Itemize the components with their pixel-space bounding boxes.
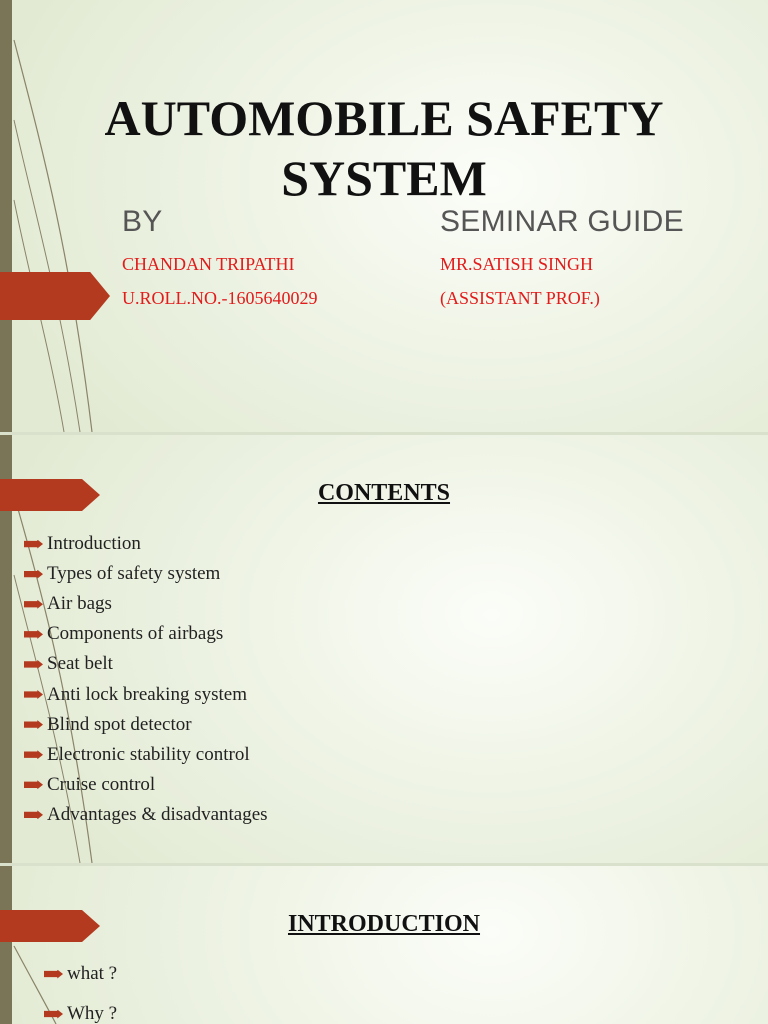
arrow-bullet-icon — [24, 750, 43, 759]
list-item — [44, 994, 117, 1024]
list-item — [24, 559, 268, 589]
arrow-bullet-icon — [24, 780, 43, 789]
seminar-guide-label: SEMINAR GUIDE — [440, 205, 684, 238]
decorative-swirl — [0, 0, 120, 432]
arrow-bullet-icon — [24, 690, 43, 699]
list-item-text: Anti lock breaking system — [47, 683, 247, 705]
sidebar-strip — [0, 866, 12, 1024]
arrow-bullet-icon — [24, 540, 43, 549]
list-item — [24, 800, 268, 830]
list-item-text: Seat belt — [47, 653, 113, 675]
list-item-text: Electronic stability control — [47, 743, 250, 765]
list-item — [24, 740, 268, 770]
author-name: CHANDAN TRIPATHI — [122, 254, 295, 274]
guide-title: (ASSISTANT PROF.) — [440, 288, 600, 308]
list-item-text: Introduction — [47, 533, 141, 555]
arrow-bullet-icon — [24, 600, 43, 609]
arrow-bullet-icon — [44, 970, 63, 979]
list-item — [24, 529, 268, 559]
guide-name: MR.SATISH SINGH — [440, 254, 594, 274]
list-item-text: what ? — [67, 963, 118, 984]
arrow-bullet-icon — [24, 810, 43, 819]
arrow-bullet-icon — [24, 660, 43, 669]
list-item — [44, 954, 117, 994]
sidebar-strip — [0, 0, 12, 432]
list-item — [24, 589, 268, 619]
introduction-list — [44, 954, 117, 1024]
list-item — [24, 679, 268, 709]
list-item-text: Why ? — [67, 1003, 118, 1024]
contents-heading: CONTENTS — [317, 480, 451, 506]
list-item-text: Components of airbags — [47, 623, 224, 645]
introduction-slide — [0, 866, 768, 1024]
list-item-text: Cruise control — [47, 773, 156, 795]
by-label: BY — [122, 205, 163, 238]
list-item — [24, 649, 268, 679]
title-line-2: SYSTEM — [281, 150, 487, 206]
list-item — [24, 710, 268, 740]
title-slide — [0, 0, 768, 432]
list-item — [24, 770, 268, 800]
list-item-text: Types of safety system — [47, 563, 221, 585]
page-title — [40, 88, 728, 208]
arrow-bullet-icon — [24, 720, 43, 729]
title-line-1: AUTOMOBILE SAFETY — [104, 90, 664, 146]
list-item-text: Blind spot detector — [47, 713, 192, 735]
list-item — [24, 619, 268, 649]
contents-slide — [0, 435, 768, 863]
arrow-tab-icon — [0, 272, 110, 320]
list-item-text: Air bags — [47, 593, 112, 615]
arrow-bullet-icon — [24, 630, 43, 639]
list-item-text: Advantages & disadvantages — [47, 803, 268, 825]
introduction-heading: INTRODUCTION — [287, 911, 481, 937]
arrow-bullet-icon — [44, 1010, 63, 1019]
author-roll-number: U.ROLL.NO.-1605640029 — [122, 288, 318, 308]
contents-list — [24, 529, 268, 830]
arrow-bullet-icon — [24, 570, 43, 579]
